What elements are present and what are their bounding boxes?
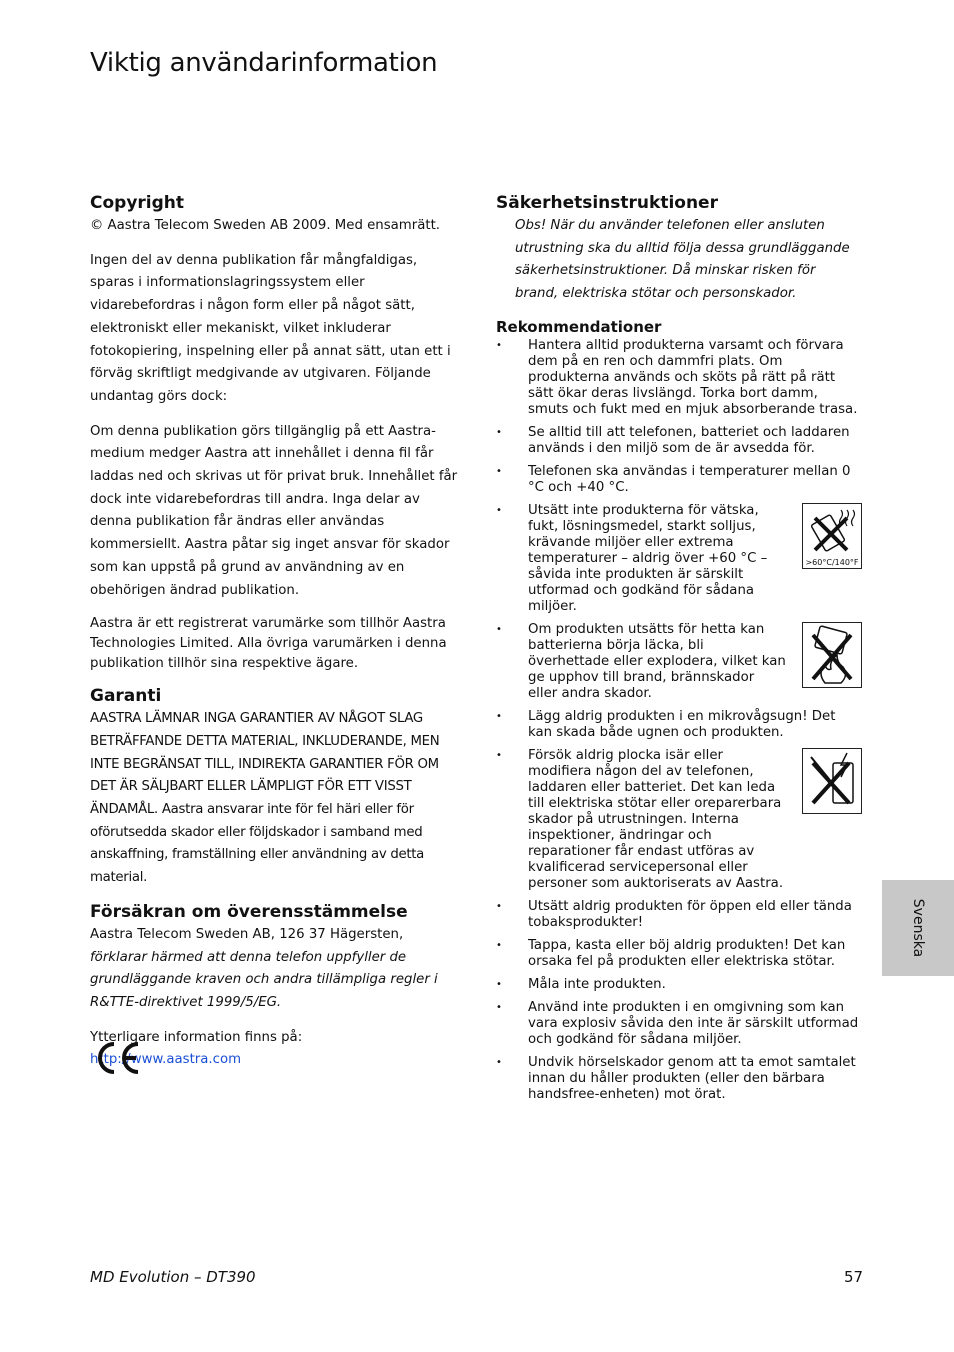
left-column <box>90 193 458 1072</box>
list-item: • Utsätt aldrig produkten för öppen eld eller tända tobaksprodukter! <box>496 898 852 930</box>
list-item: • Tappa, kasta eller böj aldrig produkten! Det kan orsaka fel på produkten eller elektriska stötar. <box>496 937 846 969</box>
safety-note: Obs! När du använder telefonen eller ansluten utrustning ska du alltid följa dessa grundläggande säkerhetsinstruktioner. Då minskar risken för brand, elektriska stötar och personskador. <box>515 218 850 302</box>
right-column <box>496 193 862 1110</box>
copyright-paragraph-2: Om denna publikation görs tillgänglig på ett Aastra-medium medger Aastra att innehållet i denna fil får laddas ned och skrivas ut för privat bruk. Innehållet får dock inte vidarebefordras till andra. Inga delar av denna publikation får ändras eller användas kommersiellt. Aastra påtar sig inget ansvar för skador som kan uppstå på grund av användning av en obehörigen ändrad publikation. <box>90 423 458 598</box>
page-number: 57 <box>844 1268 864 1286</box>
list-item: • Använd inte produkten i en omgivning som kan vara explosiv såvida den inte är särskilt utformad och godkänd för sådana miljöer. <box>496 999 859 1047</box>
temp-label: >60°C/140°F <box>805 557 859 567</box>
list-item: • Telefonen ska användas i temperaturer mellan 0 °C och +40 °C. <box>496 463 851 495</box>
ce-mark-svg <box>94 1040 142 1076</box>
safety-heading: Säkerhetsinstruktioner <box>496 193 718 213</box>
garanti-text <box>90 708 458 890</box>
garanti-upper: AASTRA LÄMNAR INGA GARANTIER AV NÅGOT SLAG BETRÄFFANDE DETTA MATERIAL, INKLUDERANDE, MEN INTE BEGRÄNSAT TILL, INDIREKTA GARANTIER FÖR OM DET ÄR SÄLJBART ELLER LÄMPLIGT FÖR ETT VISST ÄNDAMÅL. <box>90 711 440 818</box>
list-item: • Hantera alltid produkterna varsamt och förvara dem på en ren och dammfri plats. Om produkterna används och sköts på rätt på rätt sätt ökar deras livslängd. Torka bort damm, smuts och fukt med en mjuk absorberande trasa. <box>496 337 858 417</box>
aastra-link[interactable]: http://www.aastra.com <box>90 1052 242 1068</box>
recommendations-heading: Rekommendationer <box>496 317 662 336</box>
list-item: • Försök aldrig plocka isär eller modifiera någon del av telefonen, laddaren eller batteriet. Det kan leda till elektriska stötar eller oreparerbara skador på utrustningen. Interna inspektioner, ändringar och reparationer får endast utföras av kvalificerad servicepersonal eller personer som auktoriserats av Aastra. <box>496 748 862 892</box>
conformity-text <box>90 924 458 1015</box>
no-liquid-heat-icon <box>802 503 862 569</box>
copyright-heading: Copyright <box>90 193 185 213</box>
page-title: Viktig användarinformation <box>90 48 438 78</box>
list-item: • Om produkten utsätts för hetta kan batterierna börja läcka, bli överhettade eller explodera, vilket kan ge upphov till brand, brännskador eller andra skador. <box>496 622 862 702</box>
copyright-line: © Aastra Telecom Sweden AB 2009. Med ensamrätt. <box>90 218 441 233</box>
conformity-heading: Försäkran om överensstämmelse <box>90 901 408 922</box>
list-item: • Se alltid till att telefonen, batteriet och laddaren används i den miljö som de är avsedda för. <box>496 424 850 456</box>
garanti-heading: Garanti <box>90 686 162 707</box>
garanti-rest: Aastra ansvarar inte för fel häri eller för oförutsedda skador eller följdskador i samband med anskaffning, framställning eller användning av detta material. <box>90 802 425 886</box>
language-tab-label: Svenska <box>910 898 926 958</box>
list-item: • Utsätt inte produkterna för vätska, fukt, lösningsmedel, starkt solljus, krävande miljöer eller extrema temperaturer – aldrig över +60 °C – såvida inte produkten är särskilt utformad och godkänd för sådana miljöer. >60°C/140°F <box>496 503 862 615</box>
conformity-italic: förklarar härmed att denna telefon uppfyller de grundläggande kraven och andra tillämpliga regler i R&TTE-direktivet 1999/5/EG. <box>90 949 438 1010</box>
conformity-lead: Aastra Telecom Sweden AB, 126 37 Hägersten, <box>90 926 404 942</box>
language-tab <box>882 880 954 976</box>
no-disassemble-icon <box>802 748 862 814</box>
recommendations-list <box>496 338 862 1103</box>
list-item: • Lägg aldrig produkten i en mikrovågsugn! Det kan skada både ugnen och produkten. <box>496 708 836 740</box>
more-info-text: Ytterligare information finns på: <box>90 1029 303 1045</box>
list-item: • Måla inte produkten. <box>496 976 666 992</box>
footer-product: MD Evolution – DT390 <box>90 1268 256 1286</box>
list-item: • Undvik hörselskador genom att ta emot samtalet innan du håller produkten (eller den bärbara handsfree-enheten) mot örat. <box>496 1054 856 1102</box>
no-fire-icon <box>802 622 862 688</box>
copyright-paragraph-3: Aastra är ett registrerat varumärke som tillhör Aastra Technologies Limited. Alla övriga varumärken i denna publikation tillhör sina respektive ägare. <box>90 616 447 672</box>
ce-mark-icon <box>94 1040 142 1080</box>
copyright-paragraph-1: Ingen del av denna publikation får mångfaldigas, sparas i informationslagringssystem eller vidarebefordras i någon form eller på något sätt, elektroniskt eller mekaniskt, vilket inkluderar fotokopiering, inspelning eller på annat sätt, utan ett i förväg skriftligt medgivande av utgivaren. Följande undantag görs dock: <box>90 252 451 404</box>
